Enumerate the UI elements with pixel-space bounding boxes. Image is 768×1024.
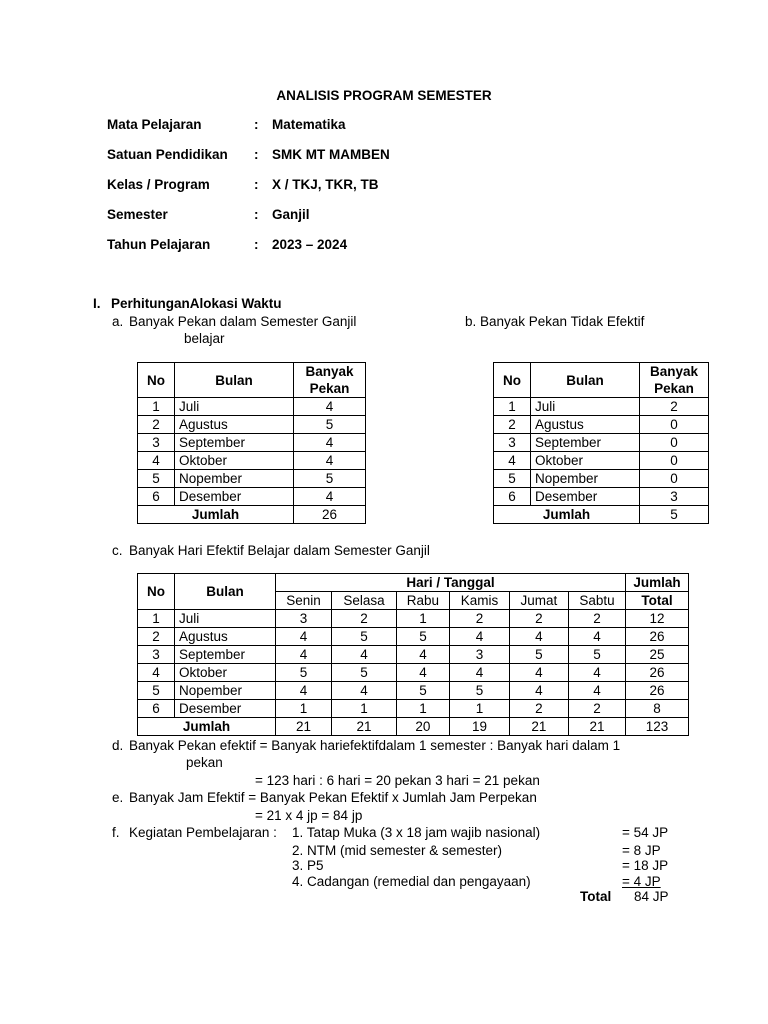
cell-no: 3	[138, 434, 175, 452]
cell-value: 5	[332, 664, 397, 682]
item-d-calc: = 123 hari : 6 hari = 20 pekan 3 hari = 21 pekan	[255, 773, 540, 788]
cell-value: 5	[396, 682, 449, 700]
info-value: Matematika	[272, 117, 346, 132]
cell-value: 4	[450, 664, 510, 682]
cell-value: 5	[568, 646, 625, 664]
col-header-bulan: Bulan	[531, 363, 640, 398]
activity-item: 3. P5	[292, 858, 324, 873]
cell-value: 2	[640, 398, 709, 416]
info-label: Mata Pelajaran	[107, 117, 202, 132]
table-row	[138, 470, 366, 488]
cell-no: 2	[138, 416, 175, 434]
cell-total: 12	[626, 610, 689, 628]
info-label: Satuan Pendidikan	[107, 147, 228, 162]
cell-bulan: September	[175, 646, 276, 664]
cell-value: 4	[509, 628, 568, 646]
info-value: SMK MT MAMBEN	[272, 147, 390, 162]
item-e-calc: = 21 x 4 jp = 84 jp	[255, 808, 363, 823]
cell-value: 4	[509, 664, 568, 682]
item-d-text: Banyak Pekan efektif = Banyak hariefektifdalam 1 semester : Banyak hari dalam 1	[129, 738, 621, 753]
header-line: Pekan	[309, 381, 350, 396]
table-row	[494, 452, 709, 470]
cell-value: 4	[568, 664, 625, 682]
cell-value: 4	[294, 452, 366, 470]
col-header-hari: Hari / Tanggal	[276, 574, 626, 592]
item-f-label: Kegiatan Pembelajaran :	[129, 825, 277, 840]
cell-value: 2	[509, 610, 568, 628]
cell-bulan: Oktober	[175, 452, 294, 470]
total-value: 5	[640, 506, 709, 524]
cell-value: 4	[568, 628, 625, 646]
header-line: Banyak	[305, 364, 354, 379]
cell-value: 3	[640, 488, 709, 506]
cell-value: 2	[450, 610, 510, 628]
info-value: X / TKJ, TKR, TB	[272, 177, 379, 192]
info-colon: :	[254, 147, 259, 162]
table-row	[494, 434, 709, 452]
cell-value: 4	[276, 628, 332, 646]
table-row	[138, 664, 689, 682]
info-label: Semester	[107, 207, 168, 222]
cell-bulan: Oktober	[531, 452, 640, 470]
table-row	[494, 398, 709, 416]
cell-no: 6	[138, 700, 175, 718]
cell-total: 26	[626, 682, 689, 700]
table-row	[138, 398, 366, 416]
cell-bulan: Juli	[175, 398, 294, 416]
table-hari-efektif	[137, 573, 689, 736]
cell-value: 1	[396, 700, 449, 718]
col-header-pekan	[294, 363, 366, 398]
cell-bulan: September	[531, 434, 640, 452]
cell-value: 3	[450, 646, 510, 664]
cell-no: 1	[494, 398, 531, 416]
col-header-total: Total	[626, 592, 689, 610]
cell-value: 5	[294, 416, 366, 434]
table-total-row	[494, 506, 709, 524]
col-header-day: Selasa	[332, 592, 397, 610]
cell-value: 4	[450, 628, 510, 646]
col-header-no: No	[494, 363, 531, 398]
activity-value: = 8 JP	[622, 843, 661, 858]
cell-value: 4	[276, 682, 332, 700]
cell-bulan: Oktober	[175, 664, 276, 682]
total-value: 21	[276, 718, 332, 736]
cell-total: 26	[626, 628, 689, 646]
cell-value: 4	[276, 646, 332, 664]
cell-no: 6	[494, 488, 531, 506]
activity-item: 2. NTM (mid semester & semester)	[292, 843, 503, 858]
col-header-bulan: Bulan	[175, 363, 294, 398]
cell-value: 5	[396, 628, 449, 646]
item-letter: c.	[112, 543, 123, 558]
activity-item: 4. Cadangan (remedial dan pengayaan)	[292, 874, 531, 889]
page-title: ANALISIS PROGRAM SEMESTER	[276, 88, 492, 103]
col-header-day: Jumat	[509, 592, 568, 610]
table-row	[138, 700, 689, 718]
total-value: 21	[332, 718, 397, 736]
cell-no: 4	[494, 452, 531, 470]
cell-bulan: Desember	[175, 700, 276, 718]
cell-value: 2	[509, 700, 568, 718]
cell-bulan: Desember	[175, 488, 294, 506]
table-row	[138, 646, 689, 664]
table-pekan-semester	[137, 362, 366, 524]
cell-value: 0	[640, 416, 709, 434]
cell-no: 2	[138, 628, 175, 646]
item-b-text: Banyak Pekan Tidak Efektif	[480, 314, 645, 329]
col-header-day: Sabtu	[568, 592, 625, 610]
cell-value: 2	[568, 700, 625, 718]
cell-total: 25	[626, 646, 689, 664]
cell-no: 3	[494, 434, 531, 452]
cell-bulan: Juli	[531, 398, 640, 416]
cell-no: 5	[138, 470, 175, 488]
col-header-no: No	[138, 574, 175, 610]
cell-total: 26	[626, 664, 689, 682]
cell-value: 0	[640, 434, 709, 452]
total-value: 84 JP	[634, 889, 669, 904]
item-letter: f.	[112, 825, 120, 840]
total-label: Jumlah	[494, 506, 640, 524]
cell-bulan: September	[175, 434, 294, 452]
total-value: 21	[568, 718, 625, 736]
cell-value: 4	[568, 682, 625, 700]
col-header-no: No	[138, 363, 175, 398]
table-row	[138, 416, 366, 434]
cell-bulan: Agustus	[175, 628, 276, 646]
cell-value: 4	[294, 488, 366, 506]
item-letter: a.	[112, 314, 124, 329]
info-label: Kelas / Program	[107, 177, 210, 192]
table-row	[494, 470, 709, 488]
activity-value: = 54 JP	[622, 825, 669, 840]
cell-bulan: Agustus	[531, 416, 640, 434]
cell-value: 4	[396, 664, 449, 682]
col-header-day: Senin	[276, 592, 332, 610]
col-header-jumlah: Jumlah	[626, 574, 689, 592]
cell-no: 5	[494, 470, 531, 488]
table-total-row	[138, 718, 689, 736]
total-value: 19	[450, 718, 510, 736]
cell-no: 2	[494, 416, 531, 434]
col-header-day: Rabu	[396, 592, 449, 610]
cell-value: 4	[332, 682, 397, 700]
cell-no: 1	[138, 610, 175, 628]
total-label: Total	[580, 889, 612, 904]
table-row	[138, 452, 366, 470]
cell-no: 4	[138, 664, 175, 682]
activity-item: 1. Tatap Muka (3 x 18 jam wajib nasional)	[292, 825, 541, 840]
cell-value: 3	[276, 610, 332, 628]
col-header-pekan	[640, 363, 709, 398]
cell-no: 4	[138, 452, 175, 470]
table-row	[494, 416, 709, 434]
header-line: Pekan	[654, 381, 694, 396]
cell-value: 5	[509, 646, 568, 664]
table-row	[138, 434, 366, 452]
total-value: 21	[509, 718, 568, 736]
activity-value: = 18 JP	[622, 858, 669, 873]
col-header-day: Kamis	[450, 592, 510, 610]
section-number: I.	[93, 296, 101, 311]
cell-value: 0	[640, 470, 709, 488]
header-line: Banyak	[649, 364, 699, 379]
cell-value: 1	[396, 610, 449, 628]
cell-value: 2	[568, 610, 625, 628]
info-value: 2023 – 2024	[272, 237, 348, 252]
cell-value: 1	[332, 700, 397, 718]
item-letter: b.	[465, 314, 477, 329]
cell-value: 4	[509, 682, 568, 700]
cell-value: 4	[332, 646, 397, 664]
cell-no: 3	[138, 646, 175, 664]
cell-value: 4	[396, 646, 449, 664]
table-pekan-tidak-efektif	[493, 362, 709, 524]
table-row	[138, 488, 366, 506]
activity-value: = 4 JP	[622, 874, 661, 889]
cell-no: 6	[138, 488, 175, 506]
total-value: 26	[294, 506, 366, 524]
cell-value: 5	[276, 664, 332, 682]
cell-bulan: Agustus	[175, 416, 294, 434]
cell-bulan: Desember	[531, 488, 640, 506]
cell-value: 1	[276, 700, 332, 718]
col-header-bulan: Bulan	[175, 574, 276, 610]
cell-value: 1	[450, 700, 510, 718]
item-a-text-cont: belajar	[184, 331, 225, 346]
info-value: Ganjil	[272, 207, 310, 222]
item-c-text: Banyak Hari Efektif Belajar dalam Semester Ganjil	[129, 543, 430, 558]
item-letter: d.	[112, 738, 124, 753]
cell-value: 5	[294, 470, 366, 488]
cell-total: 8	[626, 700, 689, 718]
table-row	[138, 610, 689, 628]
info-colon: :	[254, 117, 259, 132]
info-colon: :	[254, 177, 259, 192]
item-e-text: Banyak Jam Efektif = Banyak Pekan Efektif x Jumlah Jam Perpekan	[129, 790, 537, 805]
cell-value: 0	[640, 452, 709, 470]
grand-total: 123	[626, 718, 689, 736]
item-letter: e.	[112, 790, 124, 805]
cell-value: 4	[294, 398, 366, 416]
section-title: PerhitunganAlokasi Waktu	[111, 296, 282, 311]
cell-value: 2	[332, 610, 397, 628]
item-a-text: Banyak Pekan dalam Semester Ganjil	[129, 314, 357, 329]
total-value: 20	[396, 718, 449, 736]
total-label: Jumlah	[138, 718, 276, 736]
info-colon: :	[254, 237, 259, 252]
cell-bulan: Nopember	[175, 682, 276, 700]
cell-bulan: Nopember	[175, 470, 294, 488]
info-colon: :	[254, 207, 259, 222]
cell-bulan: Nopember	[531, 470, 640, 488]
info-label: Tahun Pelajaran	[107, 237, 211, 252]
cell-value: 5	[450, 682, 510, 700]
total-label: Jumlah	[138, 506, 294, 524]
table-row	[138, 628, 689, 646]
table-row	[494, 488, 709, 506]
cell-no: 1	[138, 398, 175, 416]
table-total-row	[138, 506, 366, 524]
cell-value: 5	[332, 628, 397, 646]
cell-bulan: Juli	[175, 610, 276, 628]
cell-no: 5	[138, 682, 175, 700]
table-row	[138, 682, 689, 700]
item-d-text-cont: pekan	[186, 755, 223, 770]
cell-value: 4	[294, 434, 366, 452]
